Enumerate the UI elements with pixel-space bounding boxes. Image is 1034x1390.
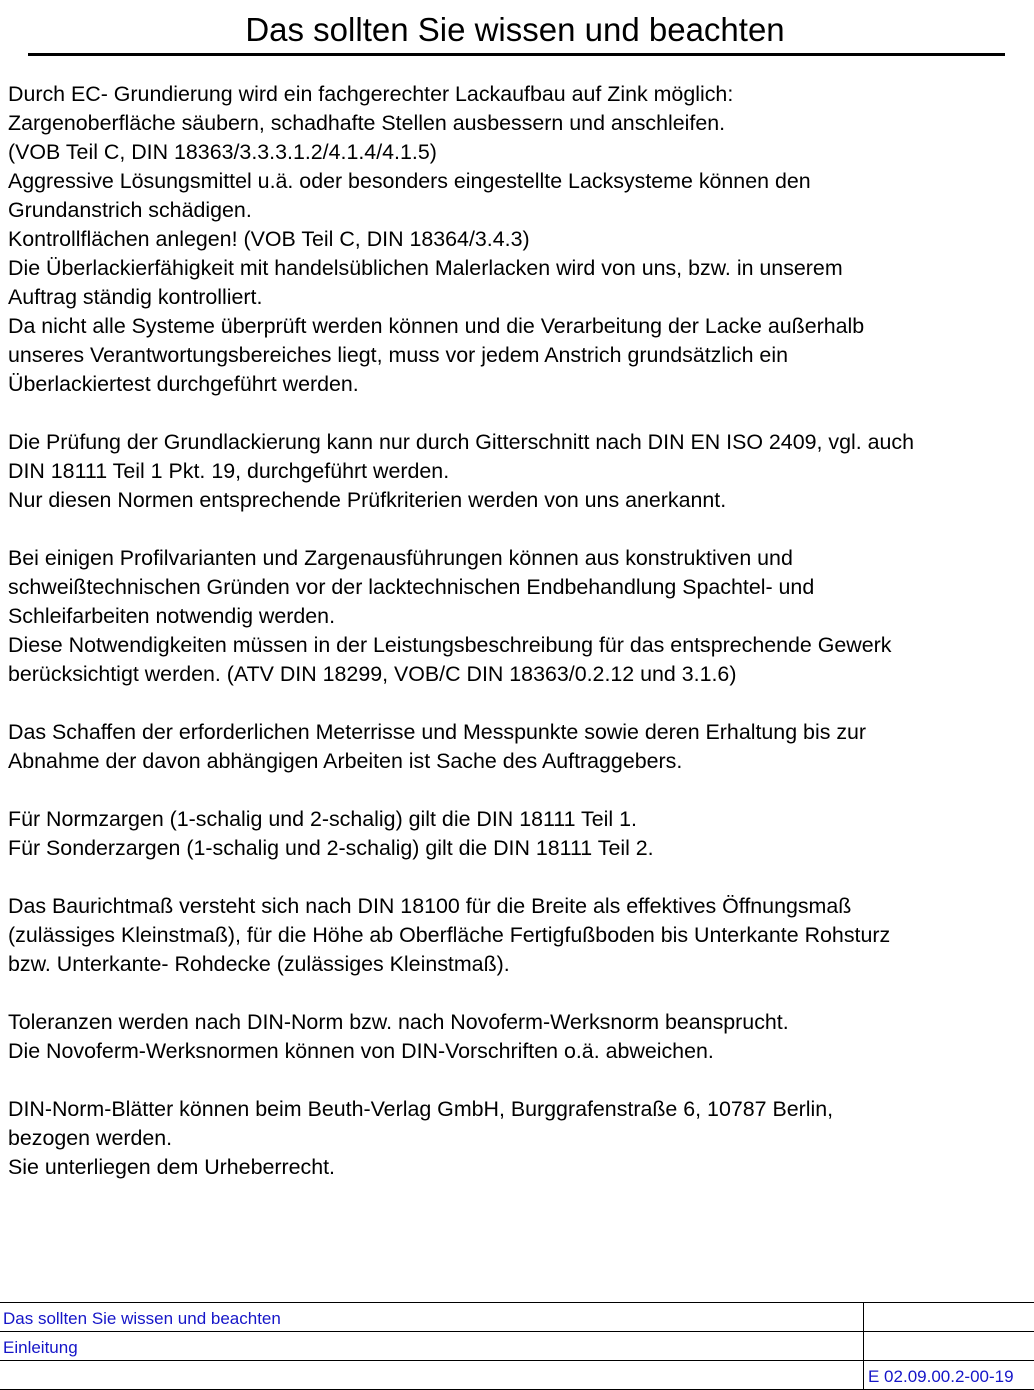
text-line: bzw. Unterkante- Rohdecke (zulässiges Kleinstmaß). — [8, 952, 510, 976]
text-line: Schleifarbeiten notwendig werden. — [8, 604, 336, 628]
paragraph-gap — [8, 399, 1032, 428]
text-line: Die Novoferm-Werksnormen können von DIN-Vorschriften o.ä. abweichen. — [8, 1039, 714, 1063]
text-line: Sie unterliegen dem Urheberrecht. — [8, 1155, 335, 1179]
paragraph-gap — [8, 1066, 1032, 1095]
text-line: DIN 18111 Teil 1 Pkt. 19, durchgeführt werden. — [8, 459, 450, 483]
text-line: berücksichtigt werden. (ATV DIN 18299, VOB/C DIN 18363/0.2.12 und 3.1.6) — [8, 662, 737, 686]
footer-column-divider — [863, 1302, 864, 1390]
text-line: Grundanstrich schädigen. — [8, 198, 252, 222]
text-line: Nur diesen Normen entsprechende Prüfkriterien werden von uns anerkannt. — [8, 488, 727, 512]
paragraph-gap — [8, 863, 1032, 892]
paragraph-normzargen — [8, 805, 1032, 863]
text-line: Da nicht alle Systeme überprüft werden können und die Verarbeitung der Lacke außerhalb — [8, 314, 865, 338]
paragraph-gap — [8, 776, 1032, 805]
text-line: Durch EC- Grundierung wird ein fachgerechter Lackaufbau auf Zink möglich: — [8, 82, 734, 106]
text-line: Für Normzargen (1-schalig und 2-schalig) gilt die DIN 18111 Teil 1. — [8, 807, 637, 831]
text-line: Das Baurichtmaß versteht sich nach DIN 18100 für die Breite als effektives Öffnungsmaß — [8, 894, 852, 918]
footer-row-title — [0, 1302, 1034, 1332]
footer-section-name: Einleitung — [3, 1338, 78, 1357]
footer-row-section — [0, 1331, 1034, 1361]
text-line: Die Prüfung der Grundlackierung kann nur durch Gitterschnitt nach DIN EN ISO 2409, vgl. auch — [8, 430, 915, 454]
text-line: (VOB Teil C, DIN 18363/3.3.3.1.2/4.1.4/4.1.5) — [8, 140, 437, 164]
text-line: Das Schaffen der erforderlichen Meterrisse und Messpunkte sowie deren Erhaltung bis zur — [8, 720, 867, 744]
page-title: Das sollten Sie wissen und beachten — [245, 11, 785, 48]
document-body — [8, 80, 1032, 1182]
text-line: Abnahme der davon abhängigen Arbeiten ist Sache des Auftraggebers. — [8, 749, 683, 773]
paragraph-ec-grundierung — [8, 80, 1032, 399]
text-line: Bei einigen Profilvarianten und Zargenausführungen können aus konstruktiven und — [8, 546, 793, 570]
text-line: Für Sonderzargen (1-schalig und 2-schalig) gilt die DIN 18111 Teil 2. — [8, 836, 654, 860]
paragraph-toleranzen — [8, 1008, 1032, 1066]
paragraph-meterrisse — [8, 718, 1032, 776]
text-line: Auftrag ständig kontrolliert. — [8, 285, 263, 309]
text-line: Zargenoberfläche säubern, schadhafte Stellen ausbessern und anschleifen. — [8, 111, 726, 135]
paragraph-baurichtmass — [8, 892, 1032, 979]
text-line: Toleranzen werden nach DIN-Norm bzw. nach Novoferm-Werksnorm beansprucht. — [8, 1010, 789, 1034]
text-line: Diese Notwendigkeiten müssen in der Leistungsbeschreibung für das entsprechende Gewerk — [8, 633, 892, 657]
text-line: unseres Verantwortungsbereiches liegt, muss vor jedem Anstrich grundsätzlich ein — [8, 343, 788, 367]
footer-document-code: E 02.09.00.2-00-19 — [868, 1367, 1014, 1386]
text-line: DIN-Norm-Blätter können beim Beuth-Verlag GmbH, Burggrafenstraße 6, 10787 Berlin, — [8, 1097, 834, 1121]
text-line: schweißtechnischen Gründen vor der lacktechnischen Endbehandlung Spachtel- und — [8, 575, 815, 599]
text-line: Die Überlackierfähigkeit mit handelsüblichen Malerlacken wird von uns, bzw. in unserem — [8, 256, 843, 280]
paragraph-gap — [8, 689, 1032, 718]
text-line: Überlackiertest durchgeführt werden. — [8, 372, 359, 396]
text-line: (zulässiges Kleinstmaß), für die Höhe ab Oberfläche Fertigfußboden bis Unterkante Rohsturz — [8, 923, 891, 947]
footer-row-code — [0, 1360, 1034, 1390]
footer-document-title: Das sollten Sie wissen und beachten — [3, 1309, 281, 1328]
title-underline — [28, 53, 1005, 56]
text-line: bezogen werden. — [8, 1126, 173, 1150]
text-line: Kontrollflächen anlegen! (VOB Teil C, DIN 18364/3.4.3) — [8, 227, 530, 251]
paragraph-gap — [8, 515, 1032, 544]
paragraph-din-blaetter — [8, 1095, 1032, 1182]
paragraph-gap — [8, 979, 1032, 1008]
paragraph-profilvarianten — [8, 544, 1032, 689]
text-line: Aggressive Lösungsmittel u.ä. oder besonders eingestellte Lacksysteme können den — [8, 169, 811, 193]
footer-table — [0, 1302, 1034, 1390]
paragraph-pruefung — [8, 428, 1032, 515]
